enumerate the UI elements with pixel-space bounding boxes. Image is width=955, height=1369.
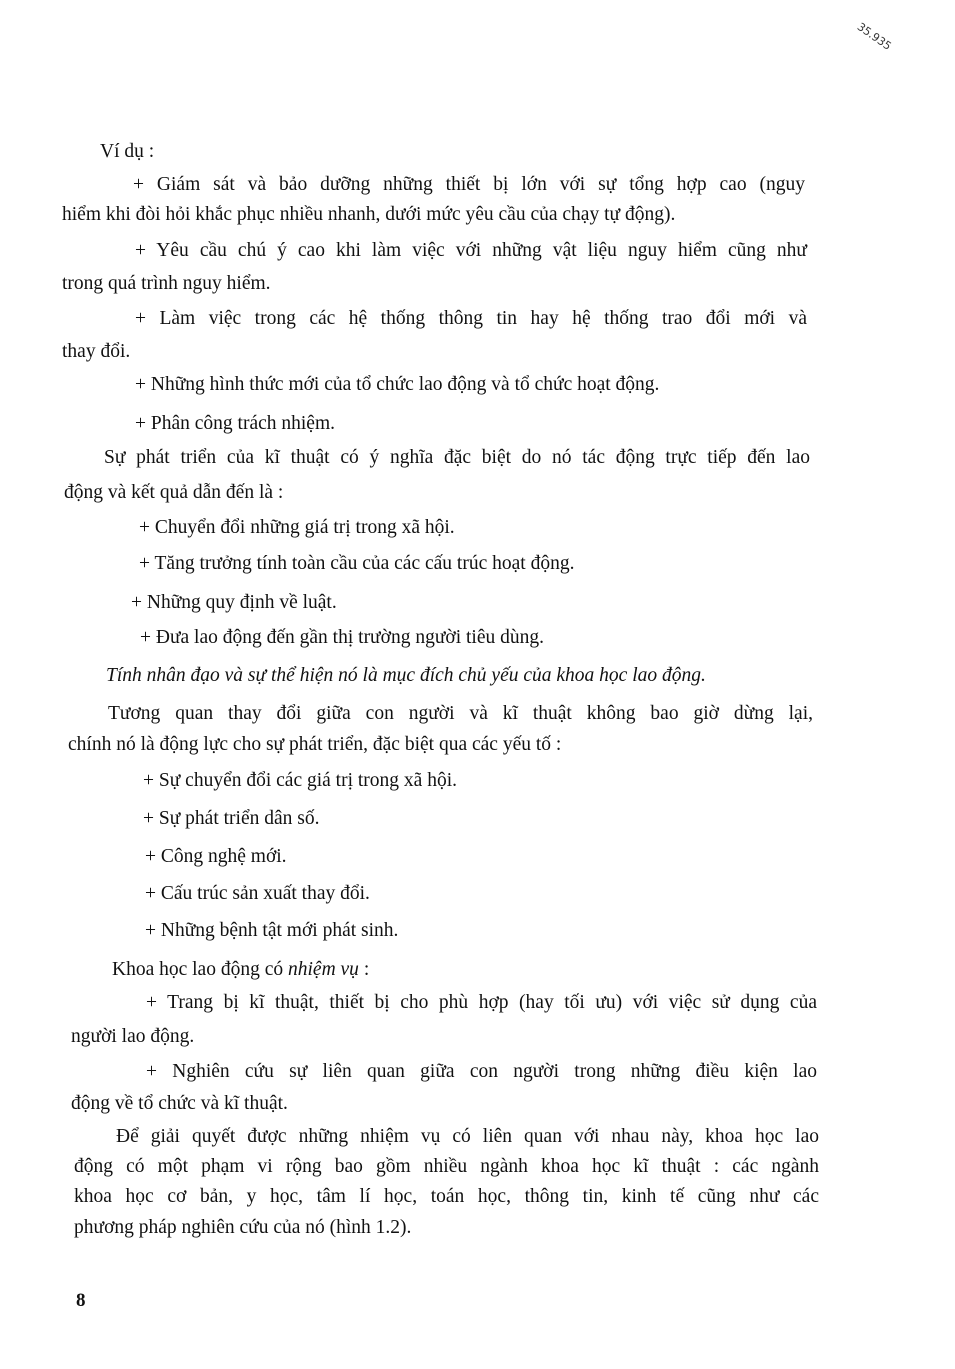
text-line: thay đổi. xyxy=(62,341,131,362)
text-line: + Sự phát triển dân số. xyxy=(143,808,320,829)
text-line: chính nó là động lực cho sự phát triển, đặc biệt qua các yếu tố : xyxy=(68,734,562,755)
text-line: + Công nghệ mới. xyxy=(145,846,287,867)
text-line: Để giải quyết được những nhiệm vụ có liên quan với nhau này, khoa học lao xyxy=(116,1126,819,1147)
library-stamp: 35.935 xyxy=(854,20,894,53)
text-line: Sự phát triển của kĩ thuật có ý nghĩa đặc biệt do nó tác động trực tiếp đến lao xyxy=(104,447,810,468)
text-span: Khoa học lao động có xyxy=(112,959,288,980)
page-number: 8 xyxy=(76,1290,86,1311)
text-line: động và kết quả dẫn đến là : xyxy=(64,482,284,503)
text-line: + Sự chuyển đổi các giá trị trong xã hội. xyxy=(143,770,457,791)
text-line: + Phân công trách nhiệm. xyxy=(135,413,335,434)
text-line: + Nghiên cứu sự liên quan giữa con người trong những điều kiện lao xyxy=(146,1061,817,1082)
text-line-italic: Tính nhân đạo và sự thể hiện nó là mục đích chủ yếu của khoa học lao động. xyxy=(106,665,706,686)
text-line: + Yêu cầu chú ý cao khi làm việc với những vật liệu nguy hiểm cũng như xyxy=(135,240,807,261)
text-span-italic: nhiệm vụ xyxy=(288,959,359,980)
text-line: + Những quy định về luật. xyxy=(131,592,337,613)
text-line: + Cấu trúc sản xuất thay đổi. xyxy=(145,883,370,904)
text-line: Tương quan thay đổi giữa con người và kĩ thuật không bao giờ dừng lại, xyxy=(108,703,813,724)
text-line: + Chuyển đổi những giá trị trong xã hội. xyxy=(139,517,455,538)
text-line: + Những bệnh tật mới phát sinh. xyxy=(145,920,399,941)
text-line: khoa học cơ bản, y học, tâm lí học, toán học, thông tin, kinh tế cũng như các xyxy=(74,1186,819,1207)
text-line: + Đưa lao động đến gần thị trường người tiêu dùng. xyxy=(140,627,544,648)
text-line: + Những hình thức mới của tổ chức lao động và tổ chức hoạt động. xyxy=(135,374,660,395)
text-line: phương pháp nghiên cứu của nó (hình 1.2). xyxy=(74,1217,412,1238)
text-span: : xyxy=(358,959,370,980)
text-line xyxy=(112,958,369,982)
text-line: trong quá trình nguy hiểm. xyxy=(62,273,271,294)
text-line: Ví dụ : xyxy=(100,141,155,162)
text-line: người lao động. xyxy=(71,1026,195,1047)
text-line: + Làm việc trong các hệ thống thông tin hay hệ thống trao đổi mới và xyxy=(135,308,807,329)
text-line: + Tăng trưởng tính toàn cầu của các cấu trúc hoạt động. xyxy=(139,553,575,574)
text-line: + Giám sát và bảo dưỡng những thiết bị lớn với sự tổng hợp cao (nguy xyxy=(133,174,805,195)
text-line: + Trang bị kĩ thuật, thiết bị cho phù hợp (hay tối ưu) với việc sử dụng của xyxy=(146,992,817,1013)
text-line: động về tổ chức và kĩ thuật. xyxy=(71,1093,288,1114)
text-line: hiểm khi đòi hỏi khắc phục nhiều nhanh, dưới mức yêu cầu của chạy tự động). xyxy=(62,204,676,225)
text-line: động có một phạm vi rộng bao gồm nhiều ngành khoa học kĩ thuật : các ngành xyxy=(74,1156,819,1177)
